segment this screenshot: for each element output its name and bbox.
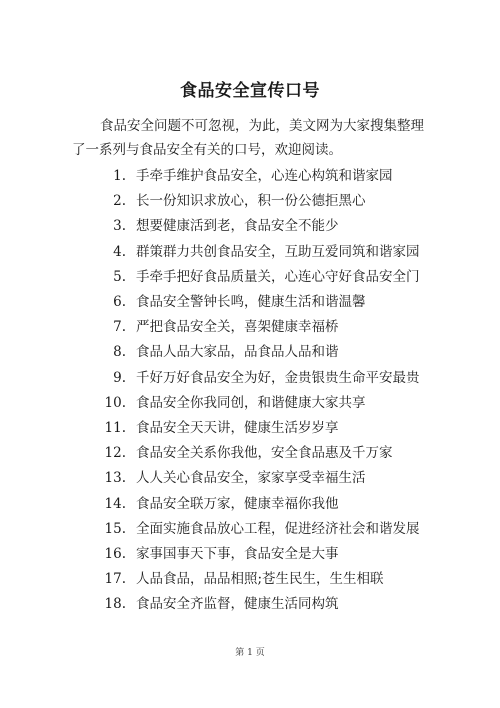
slogan-text: 长一份知识求放心，积一份公德拒黑心 <box>136 193 366 210</box>
slogan-text: 食品安全警钟长鸣，健康生活和谐温馨 <box>136 294 366 310</box>
slogan-number: 5. <box>113 268 126 285</box>
slogan-text: 家事国事天下事，食品安全是大事 <box>136 546 339 562</box>
slogan-item <box>98 416 339 441</box>
slogan-text: 食品安全天天讲，健康生活岁岁享 <box>136 420 339 436</box>
slogan-item <box>98 265 420 290</box>
slogan-number: 3. <box>113 218 126 235</box>
slogan-number: 14. <box>104 495 126 512</box>
slogan-number: 17. <box>104 571 126 588</box>
slogan-item <box>98 441 393 466</box>
slogan-item <box>98 189 366 214</box>
slogan-text: 群策群力共创食品安全，互助互爱同筑和谐家园 <box>136 243 420 260</box>
slogan-text: 食品人品大家品，品食品人品和谐 <box>136 344 339 361</box>
slogan-number: 18. <box>104 596 126 613</box>
slogan-text: 千好万好食品安全为好，金贵银贵生命平安最贵 <box>136 369 420 386</box>
slogan-number: 4. <box>113 243 126 260</box>
slogan-text: 人品食品，品品相照;苍生民生，生生相联 <box>136 571 384 588</box>
page-number: 第 1 页 <box>235 648 265 658</box>
slogan-item <box>98 492 339 517</box>
slogan-number: 2. <box>113 193 126 210</box>
slogan-text: 手牵手把好食品质量关，心连心守好食品安全门 <box>136 268 420 285</box>
slogan-item <box>98 542 339 567</box>
slogan-text: 人人关心食品安全，家家享受幸福生活 <box>136 470 366 487</box>
slogan-text: 食品安全联万家，健康幸福你我他 <box>136 495 339 512</box>
slogan-item <box>98 391 366 416</box>
slogan-item <box>98 315 339 340</box>
slogan-number: 8. <box>113 344 126 361</box>
slogan-text: 全面实施食品放心工程，促进经济社会和谐发展 <box>136 520 420 537</box>
slogan-item <box>98 517 420 542</box>
slogan-item <box>98 592 339 617</box>
slogan-item <box>98 240 420 265</box>
slogan-item <box>98 290 366 315</box>
slogan-text: 严把食品安全关，喜架健康幸福桥 <box>136 319 339 336</box>
slogan-number: 16. <box>104 546 126 562</box>
slogan-number: 11. <box>104 420 126 436</box>
slogan-item <box>98 466 366 491</box>
slogan-number: 10. <box>104 394 126 411</box>
slogan-item <box>98 366 420 391</box>
slogan-number: 9. <box>113 369 126 386</box>
slogan-number: 13. <box>104 470 126 487</box>
slogan-text: 食品安全你我同创，和谐健康大家共享 <box>136 394 366 411</box>
slogan-number: 6. <box>113 294 126 310</box>
slogan-text: 手牵手维护食品安全，心连心构筑和谐家园 <box>136 168 393 184</box>
slogan-text: 想要健康活到老，食品安全不能少 <box>136 218 339 235</box>
document-title: 食品安全宣传口号 <box>180 81 320 101</box>
slogan-item <box>98 340 339 365</box>
slogan-number: 7. <box>113 319 126 336</box>
slogan-text: 食品安全齐监督，健康生活同构筑 <box>136 596 339 613</box>
slogan-number: 1. <box>113 168 126 184</box>
intro-paragraph: 食品安全问题不可忽视，为此，美文网为大家搜集整理了一系列与食品安全有关的口号，欢迎阅读。 <box>72 118 424 158</box>
slogan-number: 15. <box>104 520 126 537</box>
slogan-item <box>98 567 384 592</box>
slogan-text: 食品安全关系你我他，安全食品惠及千万家 <box>136 445 393 462</box>
slogan-item <box>98 164 393 189</box>
slogan-item <box>98 214 339 239</box>
slogan-number: 12. <box>104 445 126 462</box>
